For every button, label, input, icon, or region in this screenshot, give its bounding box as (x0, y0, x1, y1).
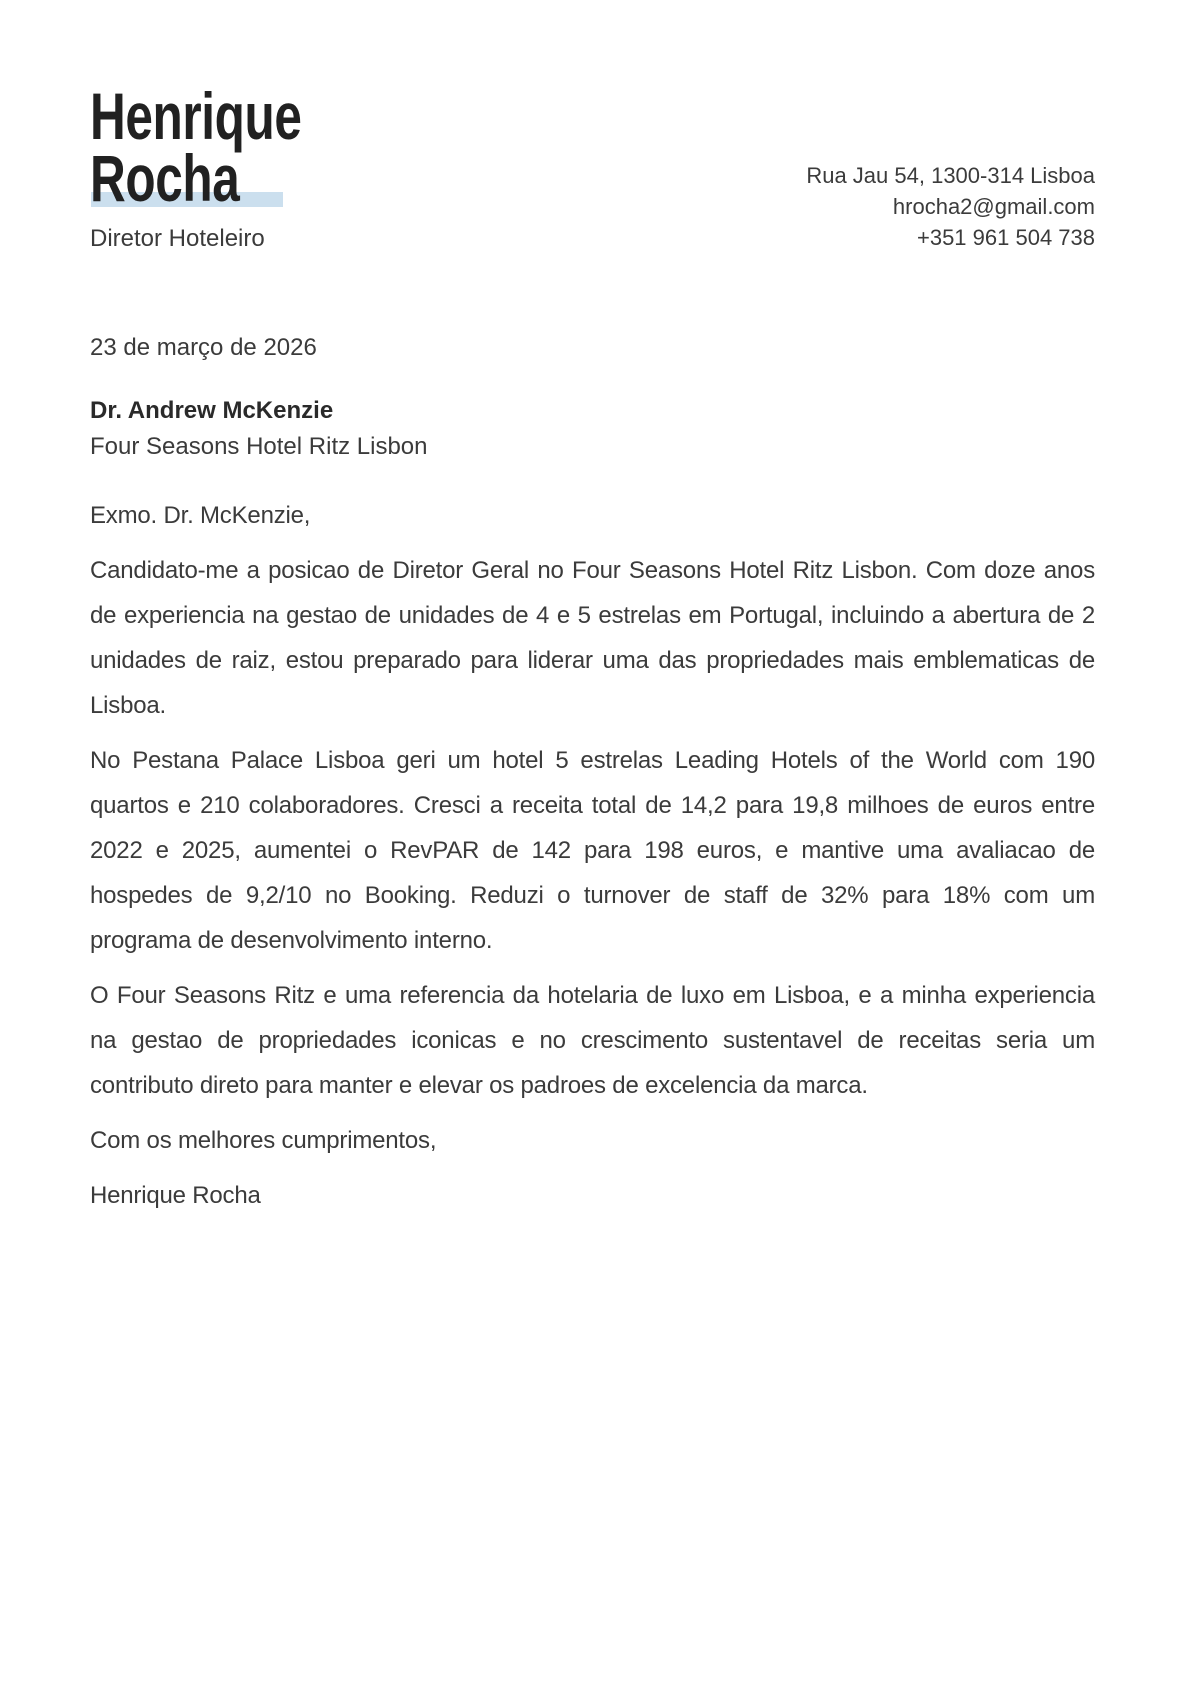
person-first-name: Henrique (90, 79, 302, 153)
letter-paragraph: O Four Seasons Ritz e uma referencia da hotelaria de luxo em Lisboa, e a minha experiencia na gestao de propriedades iconicas e no crescimento sustentavel de receitas seria um contributo direto para manter e elevar os padroes de excelencia da marca. (90, 982, 1095, 1099)
contact-block (806, 160, 1095, 253)
header (90, 79, 1095, 253)
letter-body (90, 493, 1095, 1218)
recipient-company: Four Seasons Hotel Ritz Lisbon (90, 433, 428, 460)
closing-line: Com os melhores cumprimentos, (90, 1127, 437, 1154)
letter-date: 23 de março de 2026 (90, 334, 317, 361)
person-last-name: Rocha (90, 141, 240, 215)
signature: Henrique Rocha (90, 1182, 261, 1209)
letter-paragraph: No Pestana Palace Lisboa geri um hotel 5 estrelas Leading Hotels of the World com 190 quartos e 210 colaboradores. Cresci a receita total de 14,2 para 19,8 milhoes de euros entre 2022 e 2025, aumentei o RevPAR de 142 para 198 euros, e mantive uma avaliacao de hospedes de 9,2/10 no Booking. Reduzi o turnover de staff de 32% para 18% com um programa de desenvolvimento interno. (90, 747, 1095, 954)
contact-phone: +351 961 504 738 (916, 225, 1095, 250)
identity-block (90, 79, 372, 253)
letter (90, 333, 1095, 1218)
salutation: Exmo. Dr. McKenzie, (90, 502, 311, 529)
person-name (90, 79, 302, 215)
letter-paragraph: Candidato-me a posicao de Diretor Geral no Four Seasons Hotel Ritz Lisbon. Com doze anos de experiencia na gestao de unidades de 4 e 5 estrelas em Portugal, incluindo a abertura de 2 unidades de raiz, estou preparado para liderar uma das propriedades mais emblematicas de Lisboa. (90, 557, 1095, 719)
recipient-name: Dr. Andrew McKenzie (90, 397, 334, 424)
contact-email: hrocha2@gmail.com (892, 194, 1095, 219)
contact-address: Rua Jau 54, 1300-314 Lisboa (806, 163, 1095, 188)
recipient-block (90, 393, 1095, 465)
job-title: Diretor Hoteleiro (90, 225, 265, 252)
